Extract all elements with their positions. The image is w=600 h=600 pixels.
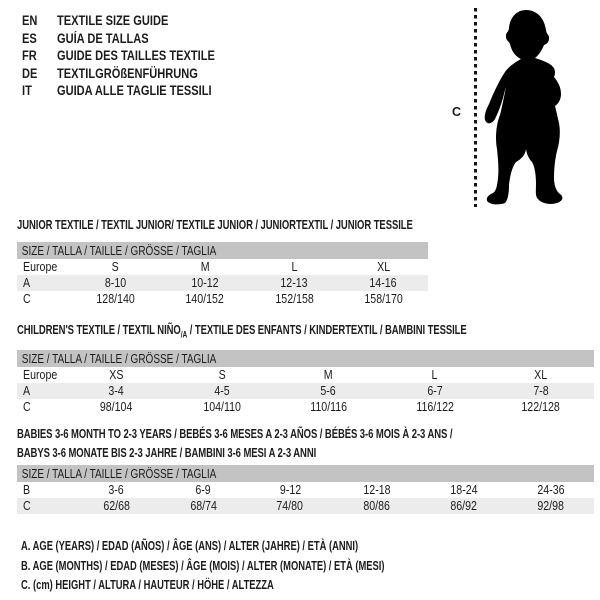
table-cell	[169, 368, 275, 382]
cell-text: 98/104	[99, 399, 133, 414]
table-cell	[73, 499, 160, 513]
legend-notes	[21, 537, 506, 596]
table-cell	[339, 260, 428, 274]
cell-text: S	[218, 367, 226, 382]
title-line-1: BABIES 3-6 MONTH TO 2-3 YEARS / BEBÉS 3-6 MESES A 2-3 AÑOS / BÉBÉS 3-6 MOIS À 2-3 ANS /	[17, 426, 453, 441]
childrens-table-title	[17, 322, 467, 340]
cell-text: 110/116	[310, 399, 347, 414]
note-height-cm: C. (cm) HEIGHT / ALTURA / HAUTEUR / HÖHE / ALTEZZA	[21, 578, 274, 592]
table-cell	[382, 400, 488, 414]
childrens-textile-table	[17, 322, 594, 415]
language-code: IT	[22, 83, 32, 99]
language-code: DE	[22, 65, 38, 81]
cell-text: M	[324, 367, 333, 382]
toddler-silhouette-icon	[483, 8, 573, 210]
table-cell	[247, 499, 334, 513]
table-row	[17, 275, 428, 291]
babies-table-title	[17, 424, 453, 462]
row-label	[17, 499, 73, 513]
row-label-text: B	[23, 483, 31, 497]
table-cell	[71, 260, 160, 274]
cell-text: 116/122	[415, 399, 454, 414]
cell-text: 10-12	[191, 276, 219, 290]
title-text: / TEXTILE DES ENFANTS / KINDERTEXTIL / BAMBINI TESSILE	[187, 322, 467, 337]
cell-text: 122/128	[521, 399, 561, 414]
list-item	[22, 65, 250, 83]
table-cell	[339, 276, 428, 290]
table-cell	[507, 483, 594, 497]
table-row	[17, 482, 594, 498]
table-cell	[160, 276, 249, 290]
table-cell	[382, 368, 488, 382]
table-row	[17, 498, 594, 514]
table-cell	[250, 276, 339, 290]
row-label	[17, 260, 71, 274]
table-cell	[250, 292, 339, 306]
table-row	[17, 291, 428, 307]
list-item	[22, 82, 250, 100]
cell-text: 62/68	[103, 499, 130, 513]
size-header-bar	[17, 465, 594, 482]
table-cell	[488, 368, 594, 382]
table-cell	[275, 400, 381, 414]
cell-text: 18-24	[450, 483, 478, 497]
table-cell	[160, 260, 249, 274]
cell-text: 14-16	[369, 276, 397, 290]
cell-text: 24-36	[536, 483, 565, 497]
note-age-months: B. AGE (MONTHS) / EDAD (MESES) / ÂGE (MOIS) / ALTER (MONATE) / ETÀ (MESI)	[21, 558, 385, 573]
row-label	[17, 276, 71, 290]
language-code: FR	[22, 48, 37, 64]
cell-text: XL	[534, 367, 548, 382]
cell-text: 128/140	[96, 292, 135, 306]
cell-text: 12-13	[280, 276, 308, 290]
row-label-text: A	[23, 276, 31, 290]
row-label	[17, 483, 73, 497]
list-item	[22, 47, 250, 65]
table-row	[17, 259, 428, 275]
row-label-text: C	[23, 499, 31, 513]
cell-text: 152/158	[274, 292, 314, 306]
note-age-years: A. AGE (YEARS) / EDAD (AÑOS) / ÂGE (ANS) / ALTER (JAHRE) / ETÀ (ANNI)	[21, 539, 359, 553]
row-label-text: A	[23, 383, 31, 398]
size-header-label: SIZE / TALLA / TAILLE / GRÖSSE / TAGLIA	[21, 244, 217, 258]
row-label-text: Europe	[23, 367, 58, 382]
cell-text: 80/86	[363, 499, 391, 513]
table-cell	[160, 292, 249, 306]
cell-text: 6-7	[427, 383, 443, 398]
row-label-text: C	[23, 292, 31, 306]
cell-text: S	[112, 260, 120, 274]
cell-text: 158/170	[364, 292, 403, 306]
row-label-text: Europe	[23, 260, 58, 274]
cell-text: 74/80	[276, 499, 304, 513]
cell-text: 7-8	[533, 383, 549, 398]
language-title: GUÍA DE TALLAS	[57, 30, 149, 46]
cell-text: 9-12	[279, 483, 301, 497]
babies-textile-table	[17, 424, 594, 514]
junior-table-title: JUNIOR TEXTILE / TEXTIL JUNIOR/ TEXTILE JUNIOR / JUNIORTEXTIL / JUNIOR TESSILE	[17, 217, 413, 232]
cell-text: 5-6	[320, 383, 337, 398]
cell-text: 140/152	[185, 292, 225, 306]
table-cell	[507, 499, 594, 513]
height-measure-dashed-line	[474, 8, 477, 207]
cell-text: XL	[376, 260, 390, 274]
table-cell	[333, 499, 420, 513]
table-cell	[169, 384, 275, 398]
cell-text: M	[200, 260, 210, 274]
row-label	[17, 400, 63, 414]
cell-text: 6-9	[195, 483, 211, 497]
cell-text: 68/74	[189, 499, 217, 513]
table-cell	[420, 499, 507, 513]
size-header-bar	[17, 350, 594, 367]
language-code: EN	[22, 13, 38, 29]
cell-text: 4-5	[214, 383, 230, 398]
row-label-text: C	[23, 399, 31, 414]
table-cell	[169, 400, 275, 414]
table-cell	[247, 483, 334, 497]
table-cell	[250, 260, 339, 274]
cell-text: 92/98	[537, 499, 564, 513]
table-cell	[63, 384, 169, 398]
table-row	[17, 367, 594, 383]
table-cell	[333, 483, 420, 497]
title-line-2: BABYS 3-6 MONATE BIS 2-3 JAHRE / BAMBINI 3-6 MESI A 2-3 ANNI	[17, 445, 317, 460]
list-item	[22, 12, 250, 30]
table-row	[17, 383, 594, 399]
cell-text: 3-6	[108, 483, 125, 497]
table-cell	[160, 499, 247, 513]
list-item	[22, 30, 250, 48]
table-cell	[73, 483, 160, 497]
row-label	[17, 292, 71, 306]
table-cell	[382, 384, 488, 398]
cell-text: 86/92	[450, 499, 478, 513]
row-label	[17, 368, 63, 382]
table-row	[17, 399, 594, 415]
title-text: CHILDREN'S TEXTILE / TEXTIL NIÑO	[17, 322, 181, 337]
table-cell	[160, 483, 247, 497]
language-code: ES	[22, 30, 37, 46]
table-cell	[63, 400, 169, 414]
junior-textile-table	[17, 217, 428, 307]
language-title: GUIDE DES TAILLES TEXTILE	[57, 48, 215, 64]
table-cell	[71, 276, 160, 290]
figure-height-label: C	[452, 105, 462, 119]
table-cell	[275, 384, 381, 398]
size-header-label: SIZE / TALLA / TAILLE / GRÖSSE / TAGLIA	[21, 467, 217, 481]
title-subscript: /A	[180, 329, 188, 340]
table-cell	[488, 400, 594, 414]
language-title: TEXTILGRÖßENFÜHRUNG	[57, 65, 198, 81]
cell-text: 12-18	[363, 483, 391, 497]
table-cell	[420, 483, 507, 497]
table-cell	[275, 368, 381, 382]
language-title: GUIDA ALLE TAGLIE TESSILI	[57, 83, 212, 99]
cell-text: L	[431, 367, 438, 382]
language-title: TEXTILE SIZE GUIDE	[57, 13, 169, 29]
table-cell	[488, 384, 594, 398]
cell-text: 104/110	[203, 399, 242, 414]
cell-text: 3-4	[108, 383, 124, 398]
size-header-bar	[17, 242, 428, 259]
size-header-label: SIZE / TALLA / TAILLE / GRÖSSE / TAGLIA	[21, 351, 217, 366]
cell-text: XS	[109, 367, 124, 382]
row-label	[17, 384, 63, 398]
table-cell	[63, 368, 169, 382]
cell-text: L	[291, 260, 298, 274]
table-cell	[71, 292, 160, 306]
cell-text: 8-10	[104, 276, 127, 290]
table-cell	[339, 292, 428, 306]
language-list	[22, 12, 250, 100]
